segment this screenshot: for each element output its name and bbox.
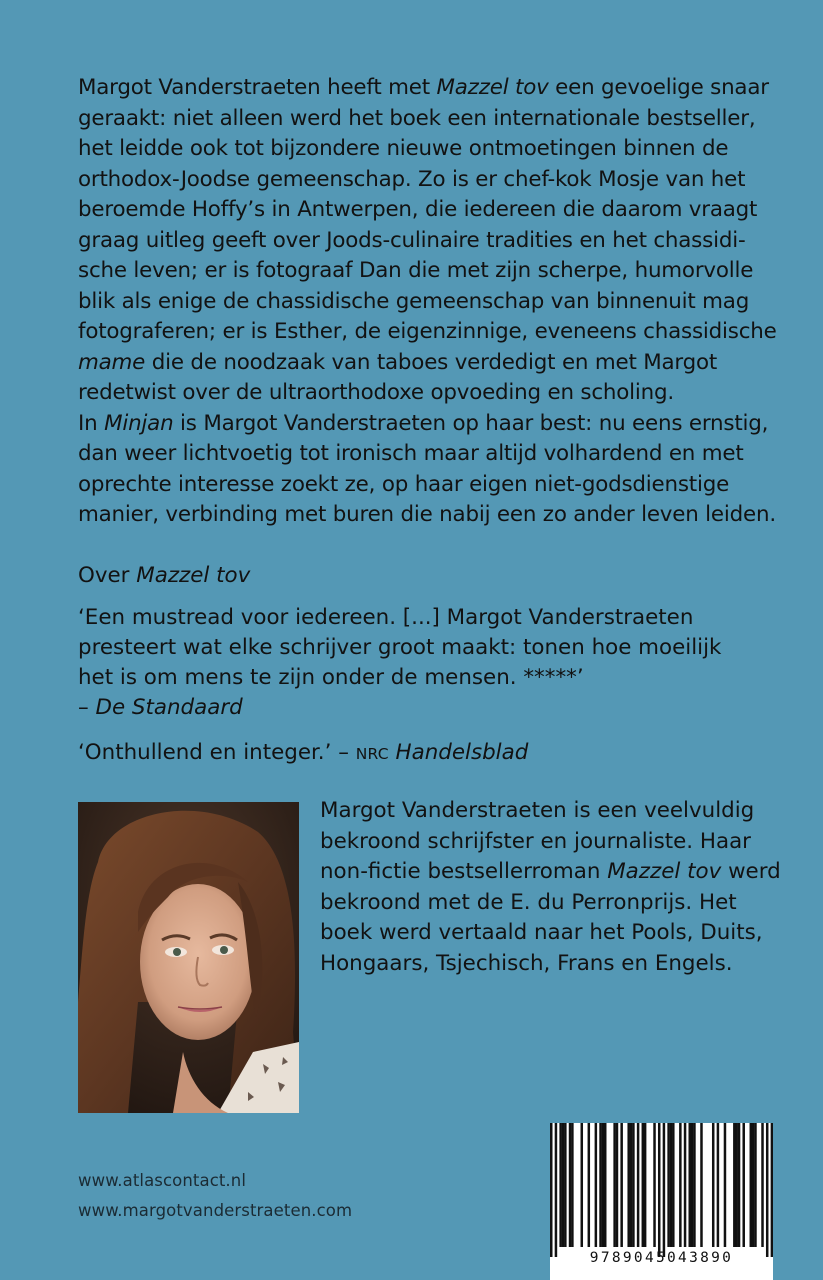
barcode-bar bbox=[637, 1123, 640, 1247]
barcode-bar bbox=[595, 1123, 598, 1247]
barcode-bar bbox=[667, 1123, 670, 1247]
author-portrait-illustration bbox=[78, 802, 299, 1113]
barcode-bar bbox=[550, 1123, 553, 1257]
barcode-bar bbox=[620, 1123, 623, 1247]
barcode-bar bbox=[644, 1123, 647, 1247]
barcode-bar bbox=[724, 1123, 727, 1247]
barcode-bar bbox=[555, 1123, 558, 1257]
barcode-bar bbox=[613, 1123, 616, 1247]
barcode-bar bbox=[688, 1123, 691, 1247]
barcode-bar bbox=[627, 1123, 630, 1247]
barcode-bar bbox=[750, 1123, 753, 1247]
barcode-bar bbox=[581, 1123, 584, 1247]
author-bio-text: Margot Vanderstraeten is een veelvuldig bekroond schrijfster en journaliste. Haar non-fictie bestsellerroman Mazzel tov werd bekroond met de E. du Perronprijs. Het boek werd vertaald naar het Pools, Duits, Hongaars, Tsjechisch, Frans en Engels. bbox=[320, 798, 781, 976]
barcode-bar bbox=[564, 1123, 567, 1247]
barcode-bar bbox=[642, 1123, 645, 1247]
review-source-nrc: Handelsblad bbox=[388, 740, 529, 765]
book-title-mazzel-tov: Mazzel tov bbox=[436, 75, 549, 100]
word-mame: mame bbox=[78, 349, 146, 375]
isbn-number: 9789045043890 bbox=[589, 1250, 734, 1266]
barcode-bar bbox=[559, 1123, 562, 1247]
review-quote-nrc: ‘Onthullend en integer.’ – NRC Handelsblad bbox=[78, 740, 529, 765]
author-photo bbox=[78, 802, 299, 1113]
blurb-paragraph-2: In Minjan is Margot Vanderstraeten op haar best: nu eens ernstig, dan weer lichtvoetig tot ironisch maar altijd volhardend en met oprechte interesse zoekt ze, op haar eigen niet-godsdienstige manier, verbinding met buren die nabij een zo ander leven leiden. bbox=[78, 410, 776, 527]
barcode-bar bbox=[599, 1123, 602, 1247]
author-url[interactable]: www.margotvanderstraeten.com bbox=[78, 1201, 353, 1220]
bio-book-title: Mazzel tov bbox=[607, 859, 722, 884]
back-cover-blurb bbox=[78, 73, 778, 531]
barcode-bar bbox=[569, 1123, 572, 1247]
author-bio bbox=[320, 796, 790, 979]
barcode-bar bbox=[766, 1123, 769, 1257]
isbn-barcode bbox=[550, 1123, 773, 1280]
barcode-bar bbox=[672, 1123, 675, 1247]
barcode-bar bbox=[771, 1123, 773, 1257]
barcode-bar bbox=[604, 1123, 607, 1247]
barcode-bar bbox=[735, 1123, 738, 1247]
publisher-url[interactable]: www.atlascontact.nl bbox=[78, 1171, 247, 1190]
barcode-bar bbox=[602, 1123, 605, 1247]
barcode-bar bbox=[653, 1123, 656, 1247]
blurb-paragraph-1: Margot Vanderstraeten heeft met Mazzel tov een gevoelige snaar geraakt: niet alleen werd het boek een internationale bestseller, het leidde ook tot bijzondere nieuwe ontmoetingen binnen de orthodox-Joodse gemeenschap. Zo is er chef-kok Mosje van het beroemde Hoffy’s in Antwerpen, die iedereen die daarom vraagt graag uitleg geeft over Joods-culinaire tradities en het chassidische leven; er is fotograaf Dan die met zijn scherpe, humorvolle blik als enige de chassidische gemeenschap van binnenuit mag fotograferen; er is Esther, de eigenzinnige, eveneens chassidische mame die de noodzaak van taboes verdedigt en met Margot redetwist over de ultraorthodoxe opvoeding en scholing. bbox=[78, 75, 777, 405]
barcode-bar bbox=[670, 1123, 673, 1247]
barcode-bar bbox=[738, 1123, 741, 1247]
barcode-bar bbox=[733, 1123, 736, 1247]
barcode-bar bbox=[571, 1123, 574, 1247]
barcode-bar bbox=[588, 1123, 591, 1247]
barcode-bar bbox=[616, 1123, 619, 1247]
review-quote-de-standaard: ‘Een mustread voor iedereen. [...] Margot Vanderstraeten presteert wat elke schrijver groot maakt: tonen hoe moeilijk het is om mens te zijn onder de mensen. *****’ – De Standaard bbox=[78, 605, 722, 720]
barcode-bar bbox=[742, 1123, 745, 1247]
barcode-bar bbox=[630, 1123, 633, 1247]
reviews-heading: Over Mazzel tov bbox=[78, 563, 251, 588]
barcode-bar bbox=[658, 1123, 661, 1257]
barcode-bar bbox=[632, 1123, 635, 1247]
barcode-bar bbox=[717, 1123, 720, 1247]
barcode-bar bbox=[679, 1123, 682, 1247]
barcode-bar bbox=[712, 1123, 715, 1247]
review-source-de-standaard: De Standaard bbox=[95, 695, 243, 720]
barcode-bar bbox=[752, 1123, 755, 1247]
barcode-bar bbox=[691, 1123, 694, 1247]
book-title-minjan: Minjan bbox=[104, 410, 174, 436]
barcode-bar bbox=[700, 1123, 703, 1247]
barcode-bar bbox=[754, 1123, 757, 1247]
barcode-bar bbox=[663, 1123, 666, 1257]
barcode-bar bbox=[693, 1123, 696, 1247]
barcode-bar bbox=[684, 1123, 687, 1247]
barcode-bar bbox=[562, 1123, 565, 1247]
barcode-bar bbox=[761, 1123, 764, 1247]
